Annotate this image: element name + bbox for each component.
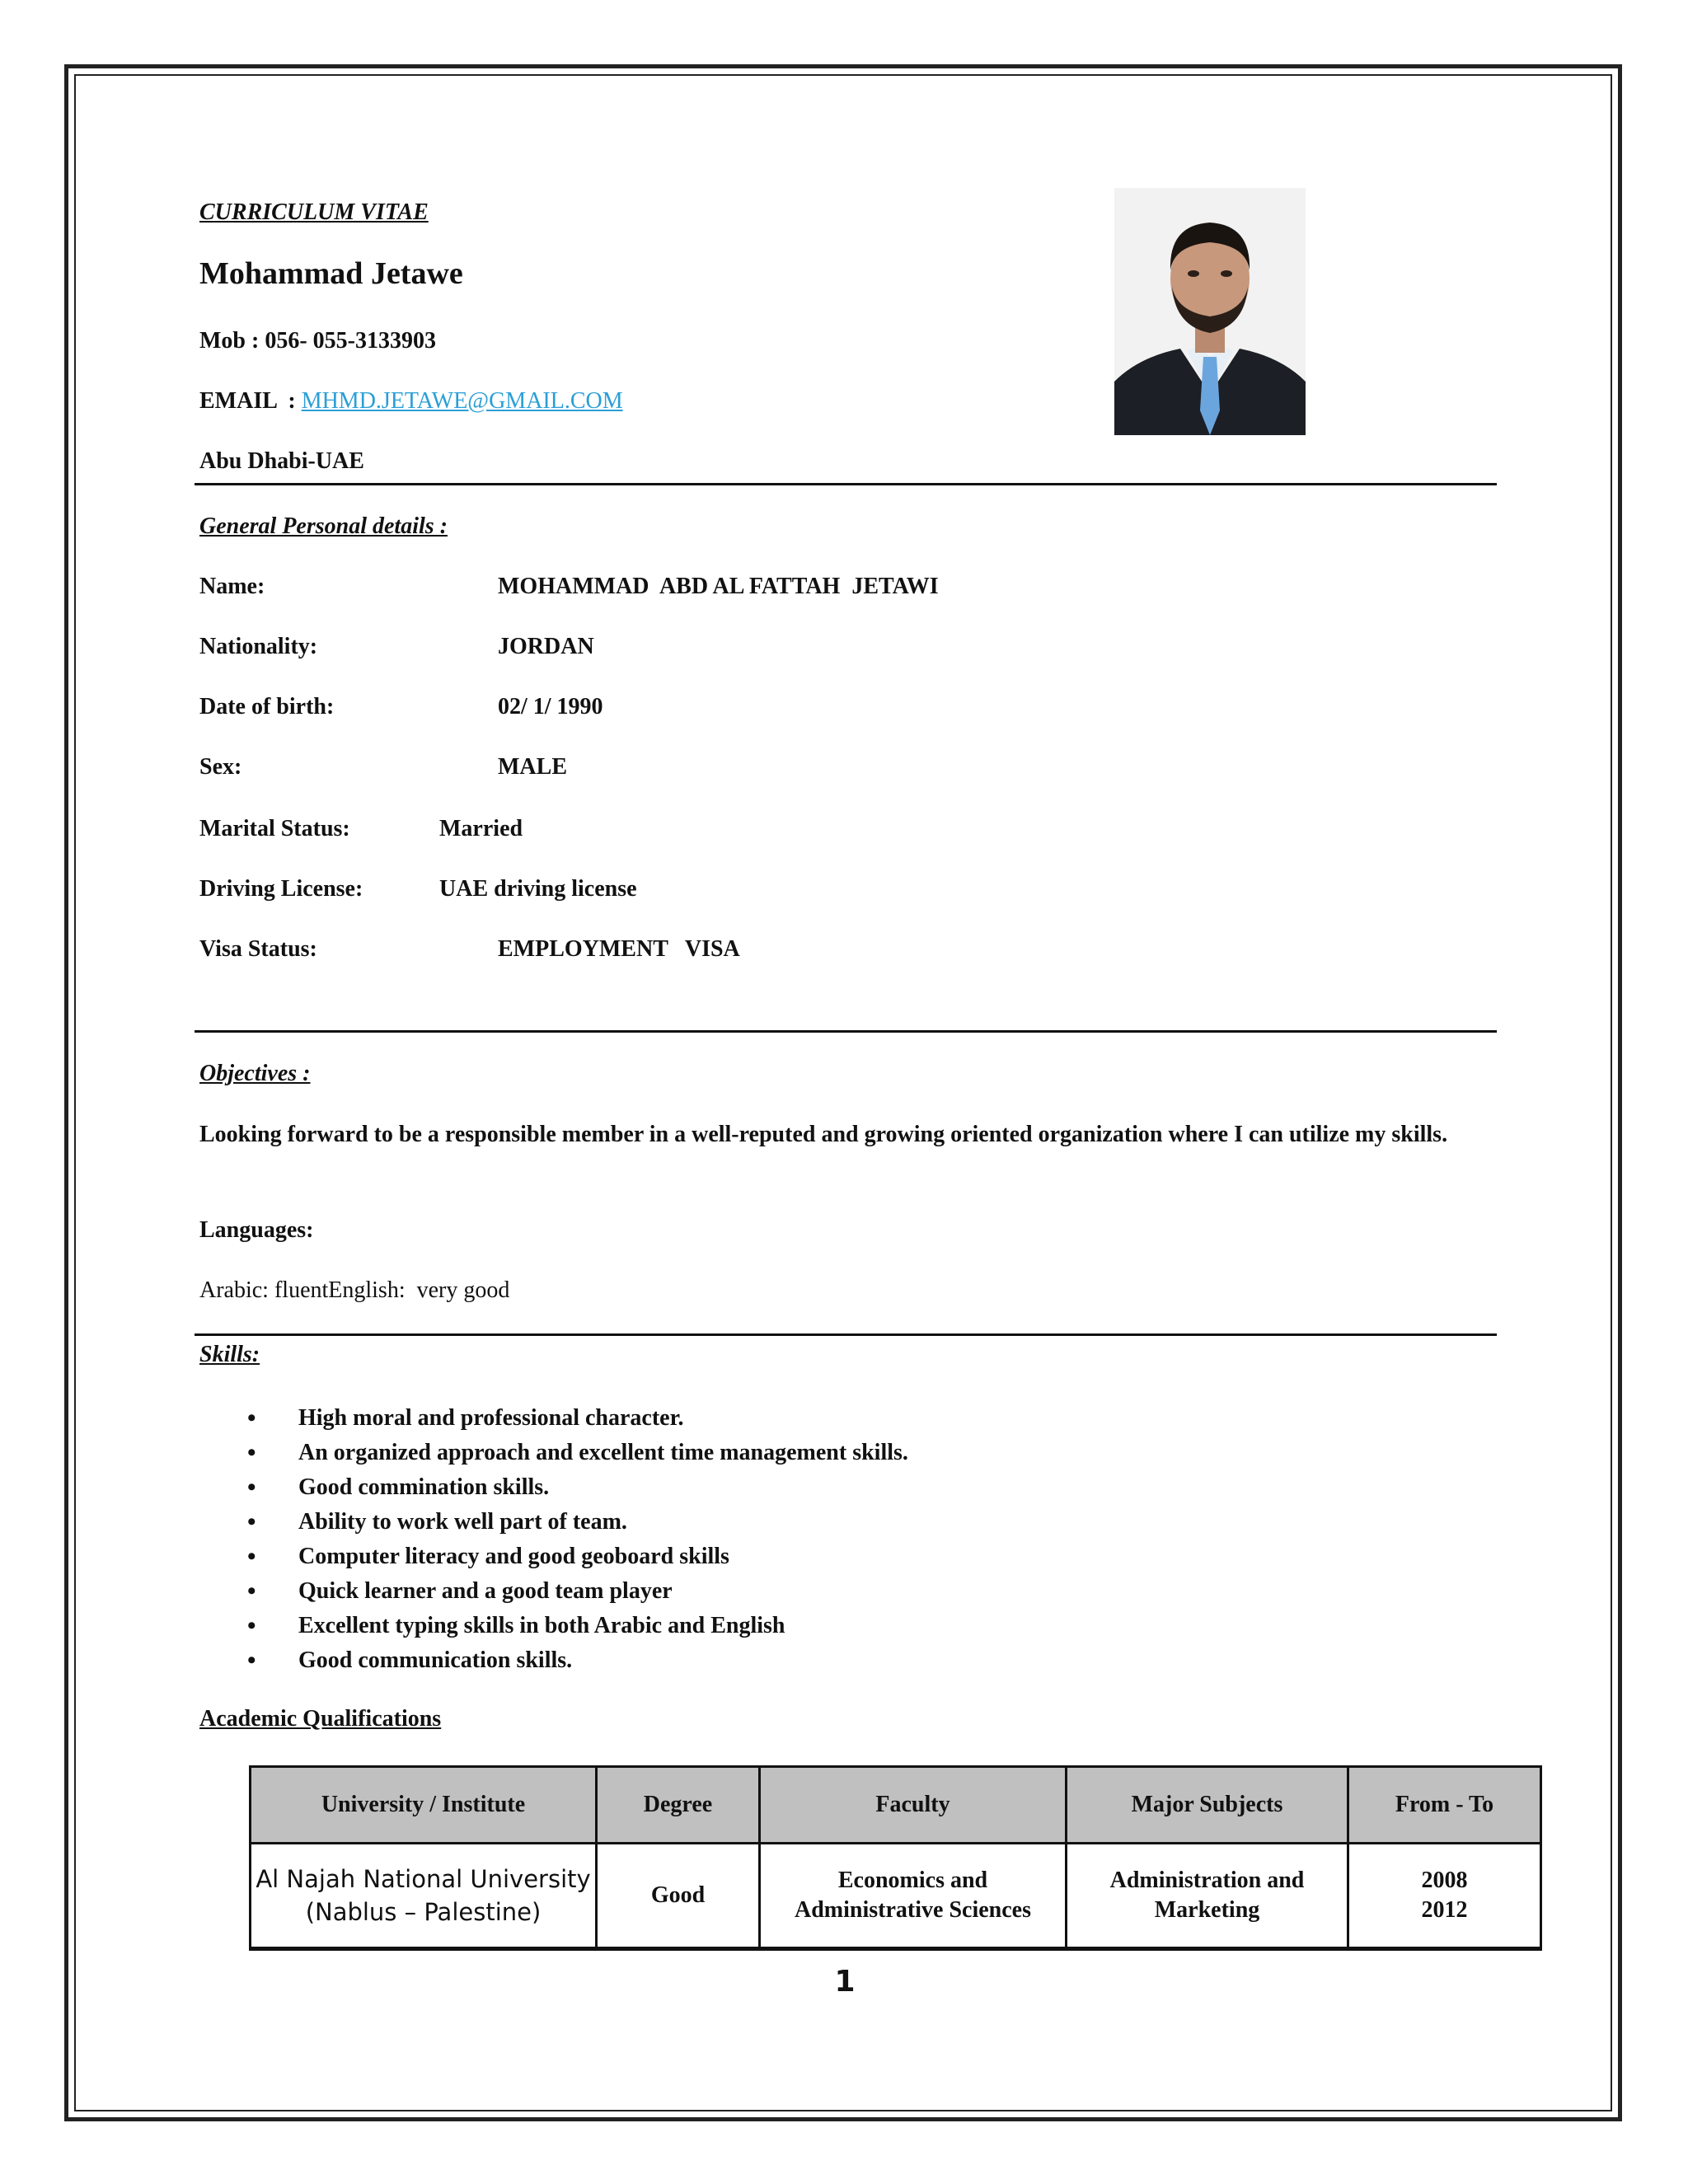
dob-value: 02/ 1/ 1990 (498, 694, 603, 719)
skill-item: • Computer literacy and good geoboard skills (247, 1540, 908, 1574)
column-header-university: University / Institute (251, 1767, 597, 1844)
academic-heading: Academic Qualifications (199, 1706, 442, 1732)
nationality-value: JORDAN (498, 634, 594, 659)
profile-photo-illustration (1114, 188, 1306, 435)
objectives-text: Looking forward to be a responsible member in a well-reputed and growing oriented organization where I can utilize my skills. (199, 1122, 1448, 1147)
page-number: 1 (834, 1965, 856, 1999)
location: Abu Dhabi-UAE (199, 448, 364, 474)
email-label: EMAIL : (199, 388, 302, 414)
skill-item: • Good communication skills. (247, 1643, 908, 1678)
table-row (251, 1844, 1541, 1949)
email-link[interactable]: MHMD.JETAWE@GMAIL.COM (301, 388, 623, 414)
cv-title: CURRICULUM VITAE (199, 199, 429, 225)
driving-license-value: UAE driving license (439, 876, 637, 902)
sex-label: Sex: (199, 754, 242, 780)
sex-value: MALE (498, 754, 567, 780)
academic-table-header-row (251, 1767, 1541, 1844)
visa-status-value: EMPLOYMENT VISA (498, 936, 740, 962)
nationality-label: Nationality: (199, 634, 318, 659)
divider-languages (195, 1333, 1497, 1336)
skill-item: • High moral and professional character. (247, 1401, 908, 1436)
driving-license-label: Driving License: (199, 876, 363, 902)
skills-heading: Skills: (199, 1342, 260, 1367)
objectives-heading: Objectives : (199, 1061, 311, 1086)
profile-photo (1114, 188, 1306, 435)
marital-status-value: Married (439, 816, 523, 841)
dob-label: Date of birth: (199, 694, 335, 719)
column-header-from-to: From - To (1348, 1767, 1541, 1844)
skill-item: • Ability to work well part of team. (247, 1505, 908, 1540)
skill-item: • Excellent typing skills in both Arabic and English (247, 1609, 908, 1643)
cell-from-year: 2008 (1421, 1868, 1468, 1893)
cell-major: Administration and Marketing (1067, 1844, 1348, 1949)
cell-university: Al Najah National University (Nablus – Palestine) (251, 1844, 597, 1949)
skill-item: • Quick learner and a good team player (247, 1574, 908, 1609)
mobile-number: Mob : 056- 055-3133903 (199, 328, 436, 354)
personal-details-heading: General Personal details : (199, 513, 448, 539)
languages-text: Arabic: fluentEnglish: very good (199, 1277, 510, 1303)
divider-header (195, 483, 1497, 485)
cell-faculty: Economics and Administrative Sciences (760, 1844, 1067, 1949)
skill-item: • An organized approach and excellent time management skills. (247, 1436, 908, 1470)
academic-table (249, 1765, 1542, 1951)
divider-personal (195, 1030, 1497, 1033)
skill-item: • Good commination skills. (247, 1470, 908, 1505)
column-header-faculty: Faculty (760, 1767, 1067, 1844)
column-header-degree: Degree (597, 1767, 760, 1844)
marital-status-label: Marital Status: (199, 816, 350, 841)
cell-from-to (1348, 1844, 1541, 1949)
email-line (199, 388, 623, 415)
name-label: Name: (199, 574, 265, 599)
skills-list (247, 1401, 908, 1678)
cell-to-year: 2012 (1421, 1897, 1468, 1923)
visa-status-label: Visa Status: (199, 936, 317, 962)
candidate-name: Mohammad Jetawe (199, 256, 463, 291)
languages-heading: Languages: (199, 1217, 314, 1243)
column-header-major: Major Subjects (1067, 1767, 1348, 1844)
cell-degree: Good (597, 1844, 760, 1949)
name-value: MOHAMMAD ABD AL FATTAH JETAWI (498, 574, 939, 599)
